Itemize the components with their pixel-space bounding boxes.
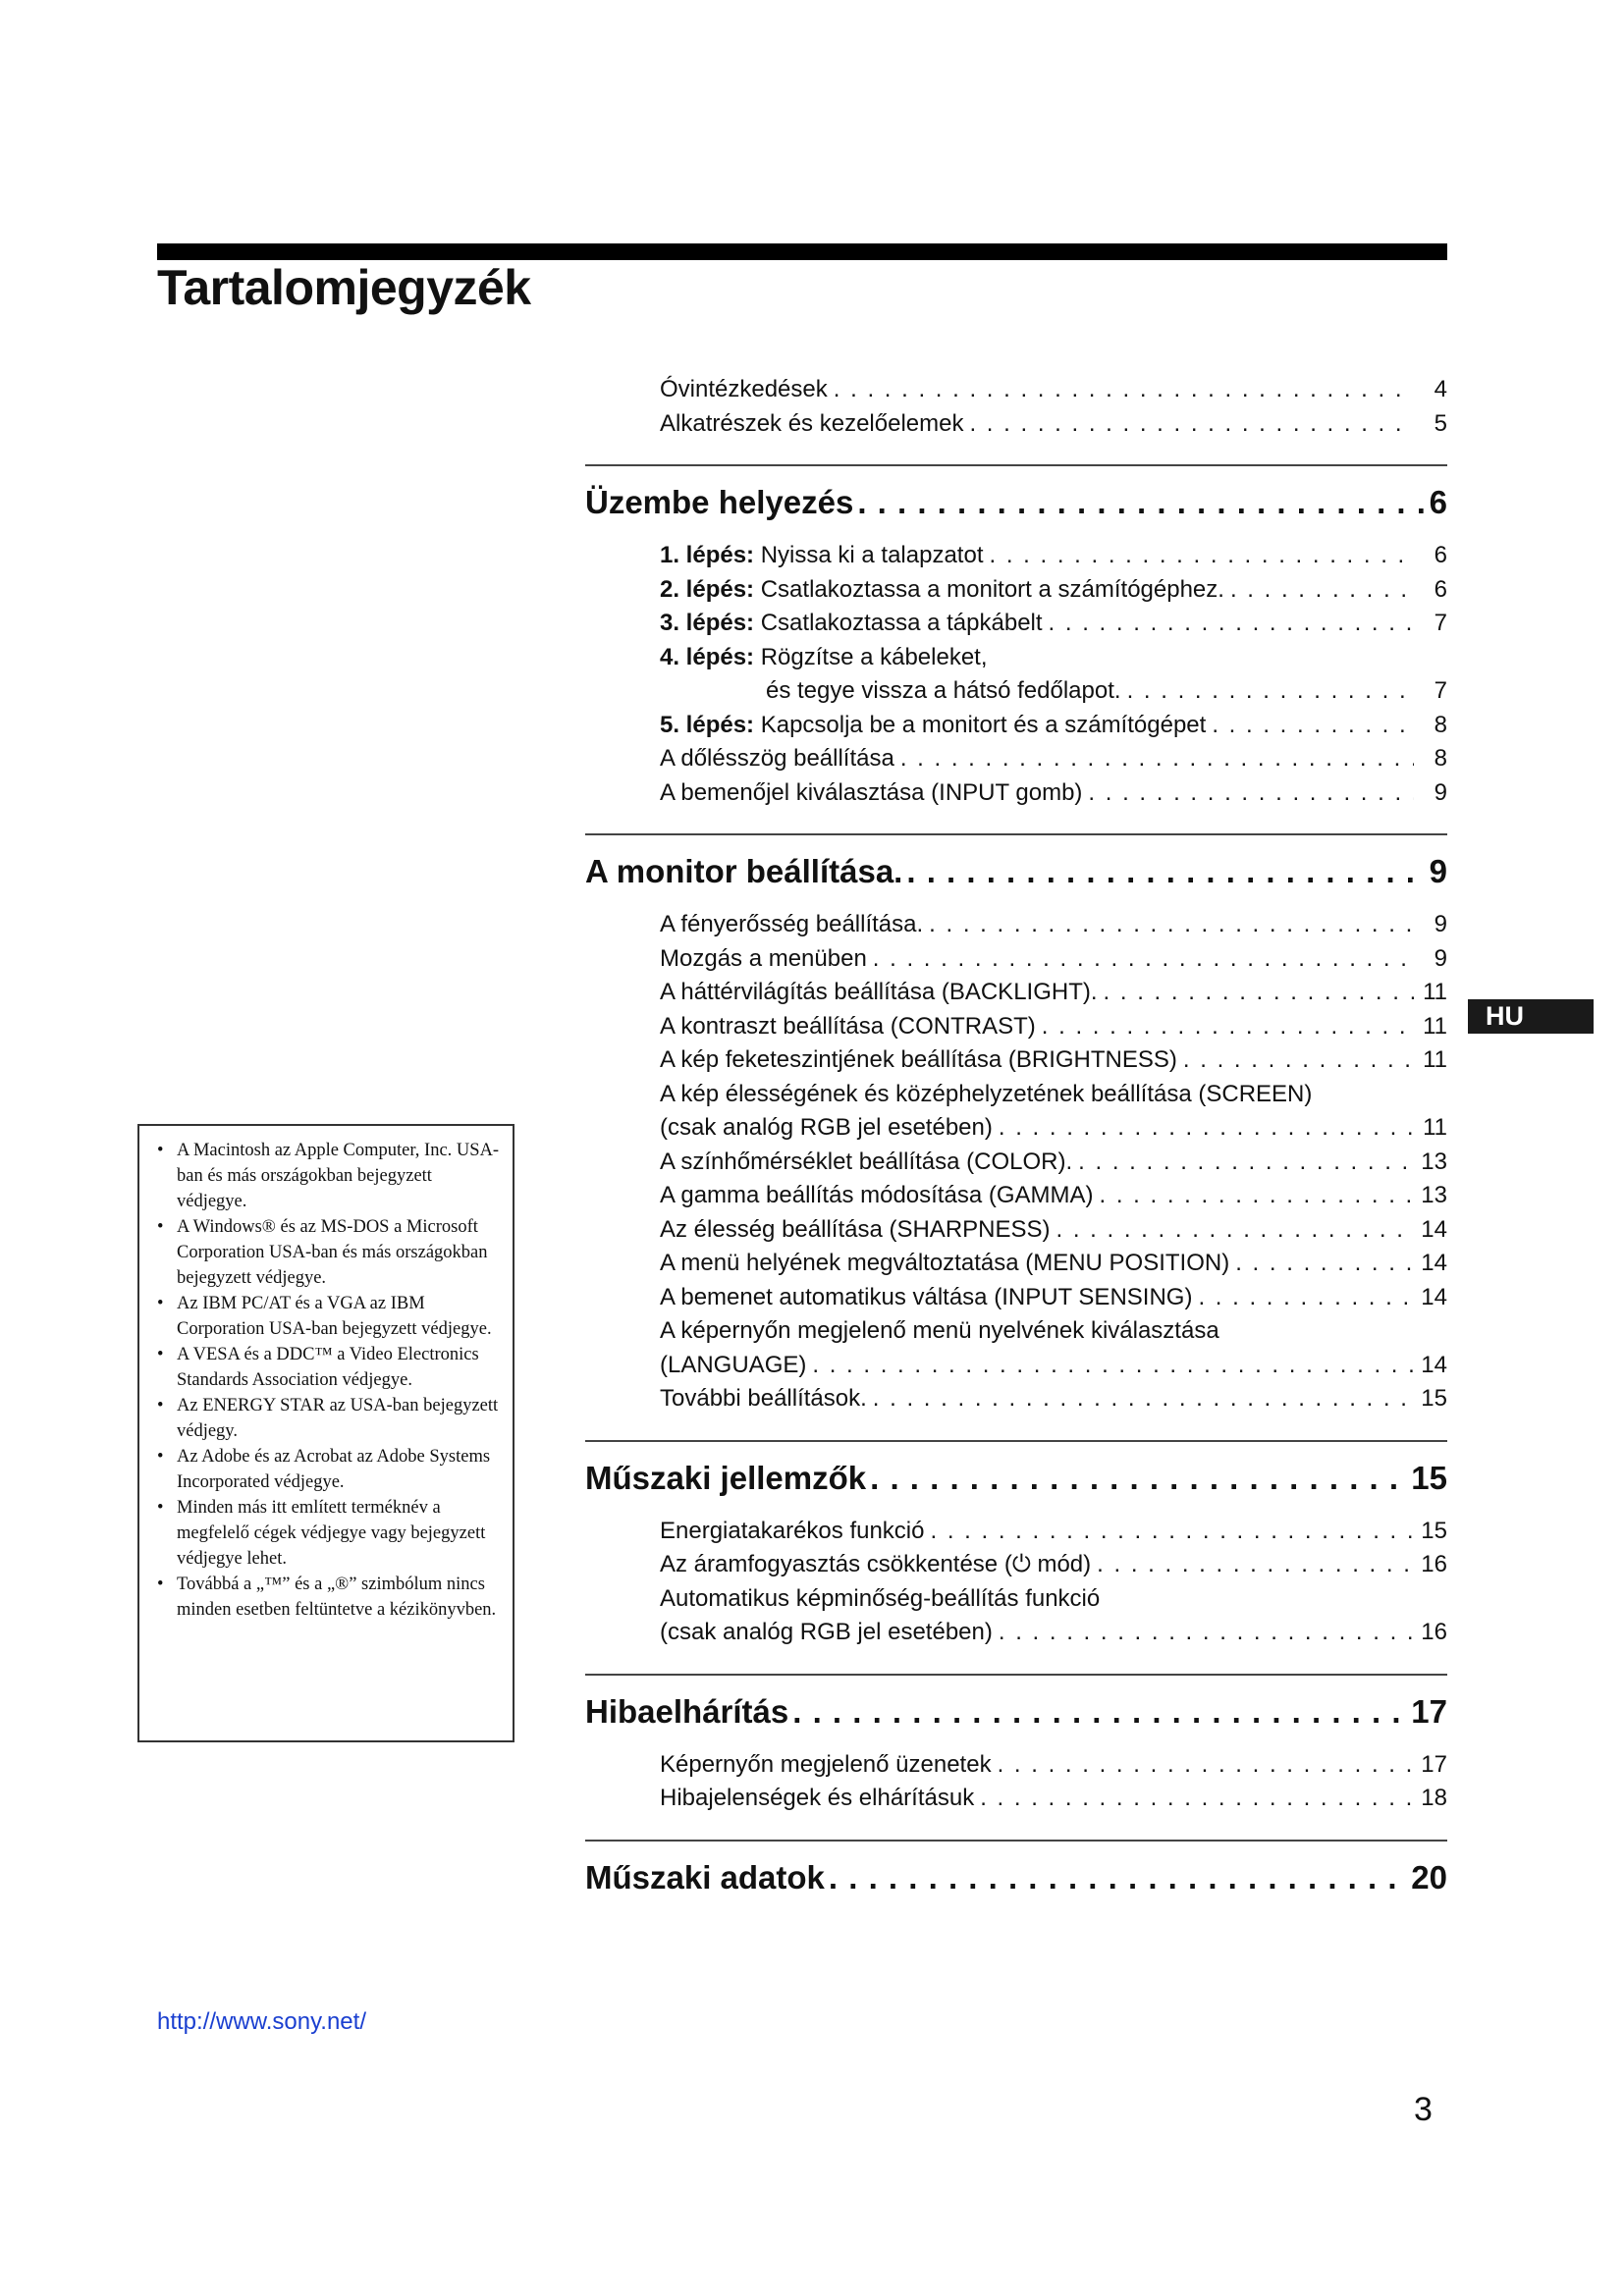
toc-entry-text	[660, 1382, 867, 1416]
section-heading[interactable]	[585, 1849, 1447, 1906]
language-tab: HU	[1468, 999, 1594, 1034]
step-label: 4. lépés:	[660, 643, 755, 670]
toc-entry-text	[660, 1247, 1229, 1281]
toc-entry-text	[660, 1314, 1219, 1349]
toc-entry-page: 4	[1434, 376, 1447, 402]
toc-entry-text	[660, 1078, 1312, 1112]
toc-entry[interactable]	[660, 1314, 1447, 1349]
toc-entry-page: 11	[1423, 1012, 1447, 1040]
toc-entry-text	[660, 908, 923, 942]
step-label: 2. lépés:	[660, 575, 755, 603]
section-entries	[585, 1740, 1447, 1816]
toc-entry-text: Alkatrészek és kezelőelemek	[660, 409, 964, 437]
toc-entry[interactable]	[660, 1043, 1447, 1078]
trademark-note: • A Windows® és az MS-DOS a Microsoft Corporation USA-ban és más országokban bejegyzett védjegye.	[153, 1214, 503, 1291]
toc-entry-page: 9	[1434, 944, 1447, 972]
toc-entry[interactable]	[660, 607, 1447, 641]
toc-entry-page: 9	[1434, 778, 1447, 806]
section-heading[interactable]	[585, 474, 1447, 531]
sony-url-link[interactable]: http://www.sony.net/	[157, 2008, 366, 2035]
section-rule	[585, 1674, 1447, 1676]
step-label: 1. lépés:	[660, 542, 755, 568]
section-rule	[585, 464, 1447, 466]
toc-entry-page: 7	[1434, 610, 1447, 636]
toc-entry-title: Képernyőn megjelenő üzenetek	[660, 1750, 992, 1778]
toc-entry-title: és tegye vissza a hátsó fedőlapot.	[766, 677, 1121, 704]
toc-entry-text	[660, 1616, 993, 1650]
section-heading-page: 6	[1429, 484, 1447, 520]
toc-entry-title: A kontraszt beállítása (CONTRAST)	[660, 1012, 1036, 1040]
toc-entry[interactable]	[660, 1111, 1447, 1146]
toc-entry-page: 8	[1434, 711, 1447, 738]
toc-entry-title: (LANGUAGE)	[660, 1351, 807, 1378]
toc-entry-title: Az élesség beállítása (SHARPNESS)	[660, 1215, 1051, 1243]
toc-entry-text	[660, 539, 983, 573]
toc-entry[interactable]	[660, 1247, 1447, 1281]
section-heading-text: Műszaki jellemzők	[585, 1459, 867, 1496]
table-of-contents	[585, 373, 1447, 1906]
toc-entry-text	[660, 1146, 1072, 1180]
toc-entry-page: 14	[1421, 1250, 1447, 1276]
toc-entry-title: A kép feketeszintjének beállítása (BRIGHTNESS)	[660, 1046, 1177, 1073]
section-heading-text: A monitor beállítása.	[585, 853, 903, 889]
toc-entry[interactable]	[660, 373, 1447, 407]
toc-entry[interactable]	[660, 908, 1447, 942]
toc-entry-page: 11	[1423, 979, 1447, 1005]
trademark-note: • A Macintosh az Apple Computer, Inc. USA-ban és más országokban bejegyzett védjegye.	[153, 1138, 503, 1214]
section-rule	[585, 1840, 1447, 1842]
toc-entry-page: 16	[1421, 1551, 1447, 1577]
title-rule	[157, 243, 1447, 260]
toc-entry[interactable]	[660, 1548, 1447, 1582]
toc-entry[interactable]	[660, 776, 1447, 811]
toc-sections	[585, 464, 1447, 1906]
section-heading-page: 17	[1411, 1692, 1447, 1730]
toc-entry[interactable]	[660, 674, 1447, 709]
toc-entry-page: 8	[1434, 745, 1447, 772]
toc-entry-page: 9	[1434, 911, 1447, 937]
toc-entry-title: (csak analóg RGB jel esetében)	[660, 1114, 993, 1141]
toc-entry[interactable]	[660, 539, 1447, 573]
toc-entry-page: 15	[1421, 1385, 1447, 1412]
toc-entry-title: Mozgás a menüben	[660, 944, 867, 972]
toc-entry-title: A menü helyének megváltoztatása (MENU POSITION)	[660, 1250, 1230, 1276]
page-number: 3	[1414, 2091, 1433, 2128]
step-label: 5. lépés:	[660, 711, 755, 738]
step-label: 3. lépés:	[660, 610, 755, 636]
toc-entry-text	[660, 1111, 993, 1146]
toc-entry-text	[660, 1043, 1177, 1078]
toc-entry-page: 5	[1434, 409, 1447, 437]
toc-entry[interactable]	[660, 641, 1447, 675]
toc-entry-text	[660, 1748, 992, 1783]
toc-entry-title: Automatikus képminőség-beállítás funkció	[660, 1584, 1101, 1612]
section-entries	[585, 900, 1447, 1416]
toc-entry-text	[660, 641, 988, 675]
toc-entry-page: 14	[1421, 1283, 1447, 1310]
toc-entry-text	[660, 1281, 1192, 1315]
toc-entry-title: Hibajelenségek és elhárításuk	[660, 1785, 975, 1811]
toc-entry-page: 13	[1421, 1148, 1447, 1175]
toc-entry-page: 7	[1434, 677, 1447, 704]
toc-entry-page: 11	[1423, 1046, 1447, 1073]
toc-entry-title: A dőlésszög beállítása	[660, 745, 894, 772]
toc-entry[interactable]	[660, 1382, 1447, 1416]
toc-entry[interactable]	[660, 1515, 1447, 1549]
trademark-note: • Az ENERGY STAR az USA-ban bejegyzett védjegy.	[153, 1393, 503, 1444]
toc-entry[interactable]	[660, 407, 1447, 442]
toc-entry[interactable]	[660, 1146, 1447, 1180]
trademark-note: • Az Adobe és az Acrobat az Adobe Systems Incorporated védjegye.	[153, 1444, 503, 1495]
section-entries	[585, 1507, 1447, 1650]
toc-section	[585, 464, 1447, 810]
toc-entry[interactable]	[660, 1213, 1447, 1248]
toc-entry-title: Csatlakoztassa a monitort a számítógéphez.	[754, 575, 1224, 603]
toc-entry-title: A kép élességének és középhelyzetének beállítása (SCREEN)	[660, 1080, 1313, 1107]
toc-entry-page: 18	[1421, 1785, 1447, 1811]
toc-entry[interactable]	[660, 1349, 1447, 1383]
toc-entry-title: A színhőmérséklet beállítása (COLOR).	[660, 1148, 1073, 1175]
toc-entry-text	[660, 1582, 1100, 1617]
trademark-note: • Az IBM PC/AT és a VGA az IBM Corporation USA-ban bejegyzett védjegye.	[153, 1291, 503, 1342]
toc-entry-title: Energiatakarékos funkció	[660, 1517, 925, 1544]
section-heading[interactable]	[585, 843, 1447, 900]
section-heading-text: Műszaki adatok	[585, 1858, 825, 1896]
section-heading-text: Hibaelhárítás	[585, 1692, 789, 1730]
toc-entry[interactable]	[660, 1179, 1447, 1213]
toc-entry-title: (csak analóg RGB jel esetében)	[660, 1619, 993, 1645]
toc-entry-page: 11	[1423, 1114, 1447, 1141]
toc-entry-page: 6	[1434, 542, 1447, 568]
toc-entry-text	[660, 709, 1206, 743]
toc-entry-text	[660, 742, 894, 776]
trademark-note: • Minden más itt említett terméknév a megfelelő cégek védjegye vagy bejegyzett védjegye lehet.	[153, 1495, 503, 1572]
toc-entry-text	[660, 674, 1121, 709]
toc-entry[interactable]	[660, 1616, 1447, 1650]
toc-entry-text	[660, 573, 1224, 608]
toc-entry[interactable]	[660, 742, 1447, 776]
toc-entry-text: Óvintézkedések	[660, 376, 828, 402]
toc-entry[interactable]	[660, 1582, 1447, 1617]
toc-entry-title: Csatlakoztassa a tápkábelt	[754, 610, 1043, 636]
toc-entry-title: A gamma beállítás módosítása (GAMMA)	[660, 1182, 1094, 1208]
toc-entry-title: Rögzítse a kábeleket,	[754, 643, 988, 670]
toc-entry-page: 15	[1421, 1517, 1447, 1544]
toc-entry-text	[660, 1010, 1036, 1044]
toc-entry-text	[660, 1548, 1091, 1582]
toc-section	[585, 1674, 1447, 1816]
toc-entry-text	[660, 1515, 924, 1549]
toc-entry-text	[660, 1349, 806, 1383]
section-heading-page: 15	[1411, 1459, 1447, 1496]
trademark-note: • Továbbá a „™” és a „®” szimbólum nincs minden esetben feltüntetve a kézikönyvben.	[153, 1572, 503, 1623]
toc-entry-text	[660, 1213, 1051, 1248]
toc-intro-section	[585, 373, 1447, 441]
section-heading-page: 20	[1411, 1858, 1447, 1896]
toc-entry[interactable]	[660, 1010, 1447, 1044]
toc-entry-page: 16	[1421, 1619, 1447, 1645]
toc-entry-title: Kapcsolja be a monitort és a számítógépet	[754, 711, 1207, 738]
toc-entry-text	[660, 976, 1098, 1010]
toc-entry-title: A bemenőjel kiválasztása (INPUT gomb)	[660, 778, 1083, 806]
toc-entry[interactable]	[660, 942, 1447, 977]
toc-entry[interactable]	[660, 1748, 1447, 1783]
toc-entry-title: A háttérvilágítás beállítása (BACKLIGHT).	[660, 979, 1098, 1005]
section-rule	[585, 833, 1447, 835]
toc-entry[interactable]	[660, 1078, 1447, 1112]
toc-entry[interactable]	[660, 1281, 1447, 1315]
toc-section	[585, 1440, 1447, 1650]
toc-entry-title: A fényerősség beállítása.	[660, 911, 924, 937]
section-heading[interactable]	[585, 1683, 1447, 1740]
section-heading-page: 9	[1429, 853, 1447, 889]
trademark-note: • A VESA és a DDC™ a Video Electronics Standards Association védjegye.	[153, 1342, 503, 1393]
toc-entry-page: 14	[1421, 1215, 1447, 1243]
section-heading-text: Üzembe helyezés	[585, 484, 854, 520]
toc-intro-entries	[585, 373, 1447, 441]
toc-entry-text	[660, 1782, 974, 1816]
section-heading[interactable]	[585, 1450, 1447, 1507]
section-entries	[585, 531, 1447, 810]
toc-entry-page: 14	[1421, 1351, 1447, 1378]
toc-entry[interactable]	[660, 976, 1447, 1010]
toc-entry-text	[660, 942, 867, 977]
toc-section	[585, 1840, 1447, 1906]
toc-entry-text	[660, 776, 1082, 811]
toc-entry[interactable]	[660, 1782, 1447, 1816]
toc-entry-page: 6	[1434, 575, 1447, 603]
trademark-notes-box	[137, 1124, 514, 1742]
toc-entry[interactable]	[660, 709, 1447, 743]
toc-entry-text	[660, 607, 1043, 641]
trademark-notes-list	[153, 1138, 503, 1623]
toc-entry[interactable]	[660, 573, 1447, 608]
toc-entry-title: A bemenet automatikus váltása (INPUT SENSING)	[660, 1283, 1193, 1310]
toc-entry-text	[660, 1179, 1094, 1213]
toc-entry-title: Az áramfogyasztás csökkentése (⏻ mód)	[660, 1551, 1092, 1577]
toc-entry-title: A képernyőn megjelenő menü nyelvének kiválasztása	[660, 1317, 1219, 1344]
toc-entry-title: Nyissa ki a talapzatot	[754, 542, 984, 568]
toc-entry-page: 13	[1421, 1182, 1447, 1208]
toc-entry-page: 17	[1421, 1750, 1447, 1778]
toc-section	[585, 833, 1447, 1416]
section-rule	[585, 1440, 1447, 1442]
page-title: Tartalomjegyzék	[157, 260, 531, 315]
toc-entry-title: További beállítások.	[660, 1385, 867, 1412]
